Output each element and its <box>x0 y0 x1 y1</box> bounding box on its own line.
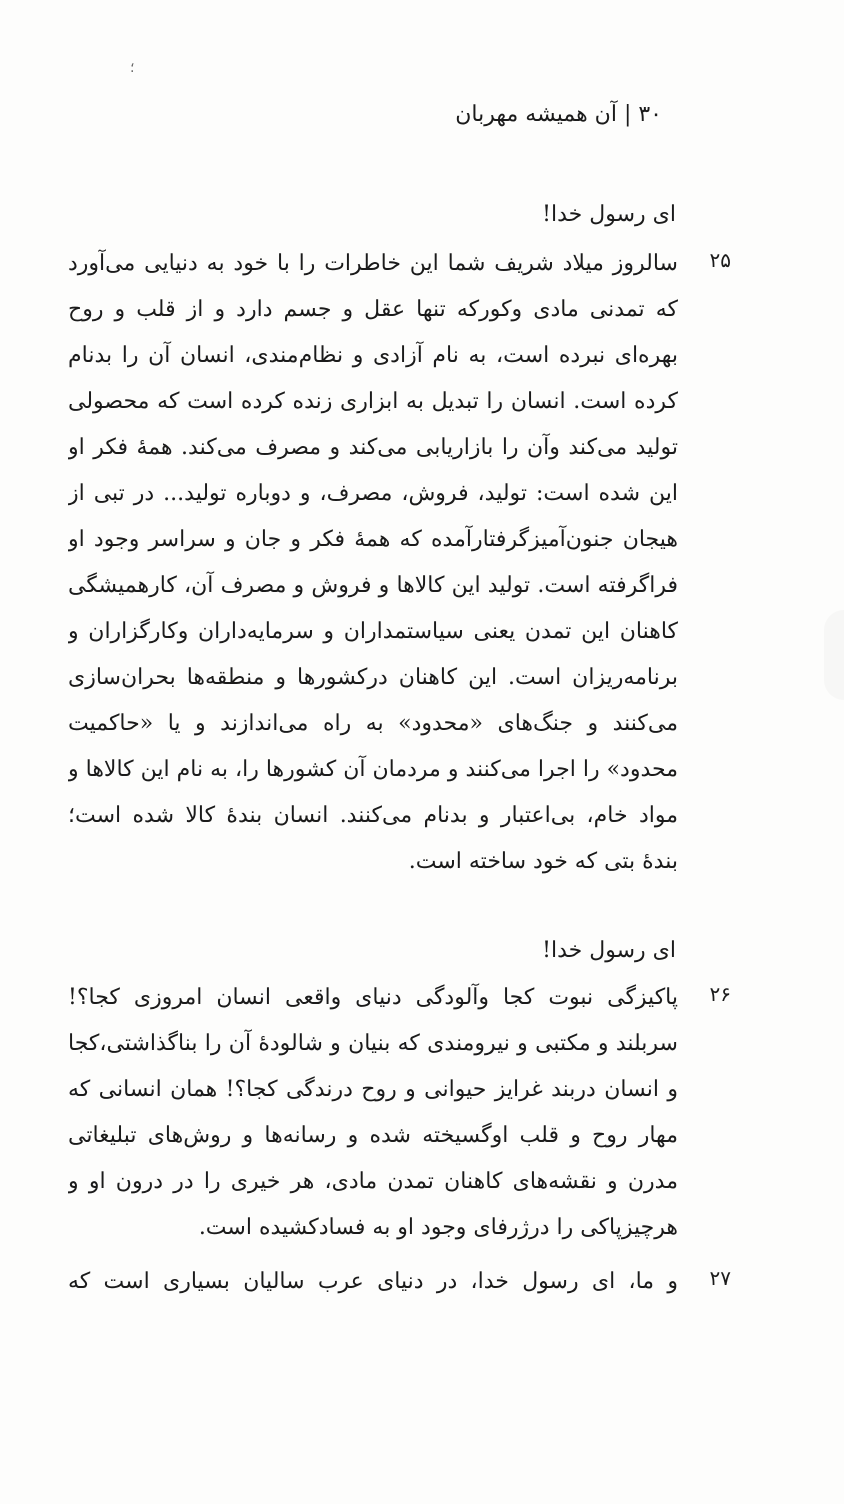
text-line: فراگرفته است. تولید این کالاها و فروش و مصرف آن، کارهمیشگی <box>68 573 678 598</box>
paragraph-27 <box>68 1259 678 1305</box>
text-line: و انسان دربند غرایز حیوانی و روح درندگی کجا؟! همان انسانی که <box>68 1077 678 1102</box>
page-edge-shadow <box>824 610 844 700</box>
stray-mark: ؛ <box>130 60 135 76</box>
text-line: بهره‌ای نبرده است، به نام آزادی و نظام‌مندی، انسان آن را بدنام <box>68 343 678 368</box>
text-line: سالروز میلاد شریف شما این خاطرات را با خود به دنیایی می‌آورد <box>68 251 678 276</box>
text-line: پاکیزگی نبوت کجا وآلودگی دنیای واقعی انسان امروزی کجا؟! <box>68 985 678 1010</box>
text-line: کرده است. انسان را تبدیل به ابزاری زنده کرده است که محصولی <box>68 389 678 414</box>
section-heading: ای رسول خدا! <box>542 938 676 963</box>
text-line: سربلند و مکتبی و نیرومندی که بنیان و شالودهٔ آن را بناگذاشتی،کجا <box>68 1031 678 1056</box>
text-line: کاهنان این تمدن یعنی سیاستمداران و سرمایه‌داران وکارگزاران و <box>68 619 678 644</box>
text-line: می‌کنند و جنگ‌های «محدود» به راه می‌اندازند و یا «حاکمیت <box>68 711 678 736</box>
text-line: تولید می‌کند وآن را بازاریابی می‌کند و مصرف می‌کند. همهٔ فکر او <box>68 435 678 460</box>
text-line: این شده است: تولید، فروش، مصرف، و دوباره تولید... در تبی از <box>68 481 678 506</box>
section-heading: ای رسول خدا! <box>542 202 676 227</box>
text-line: محدود» را اجرا می‌کنند و مردمان آن کشورها را، به نام این کالاها و <box>68 757 678 782</box>
paragraph-number: ۲۷ <box>709 1266 731 1290</box>
text-line: هیجان جنون‌آمیزگرفتارآمده که همهٔ فکر و جان و سراسر وجود او <box>68 527 678 552</box>
text-line: برنامه‌ریزان است. این کاهنان درکشورها و منطقه‌ها بحران‌سازی <box>68 665 678 690</box>
paragraph-25 <box>68 241 678 885</box>
text-line: هرچیزپاکی را درژرفای وجود او به فسادکشیده است. <box>198 1215 678 1240</box>
paragraph-number: ۲۵ <box>709 248 731 272</box>
paragraph-26 <box>68 975 678 1251</box>
text-line: مدرن و نقشه‌های کاهنان تمدن مادی، هر خیری را در درون او و <box>68 1169 678 1194</box>
text-line: بندهٔ بتی که خود ساخته است. <box>408 849 678 874</box>
text-line: و ما، ای رسول خدا، در دنیای عرب سالیان بسیاری است که <box>68 1269 678 1294</box>
text-line: مهار روح و قلب اوگسیخته شده و رسانه‌ها و روش‌های تبلیغاتی <box>68 1123 678 1148</box>
text-line: که تمدنی مادی وکورکه تنها عقل و جسم دارد و از قلب و روح <box>68 297 678 322</box>
paragraph-number: ۲۶ <box>709 982 731 1006</box>
text-line: مواد خام، بی‌اعتبار و بدنام می‌کنند. انسان بندهٔ کالا شده است؛ <box>68 803 678 828</box>
page-header: ۳۰ | آن همیشه مهربان <box>455 102 662 127</box>
